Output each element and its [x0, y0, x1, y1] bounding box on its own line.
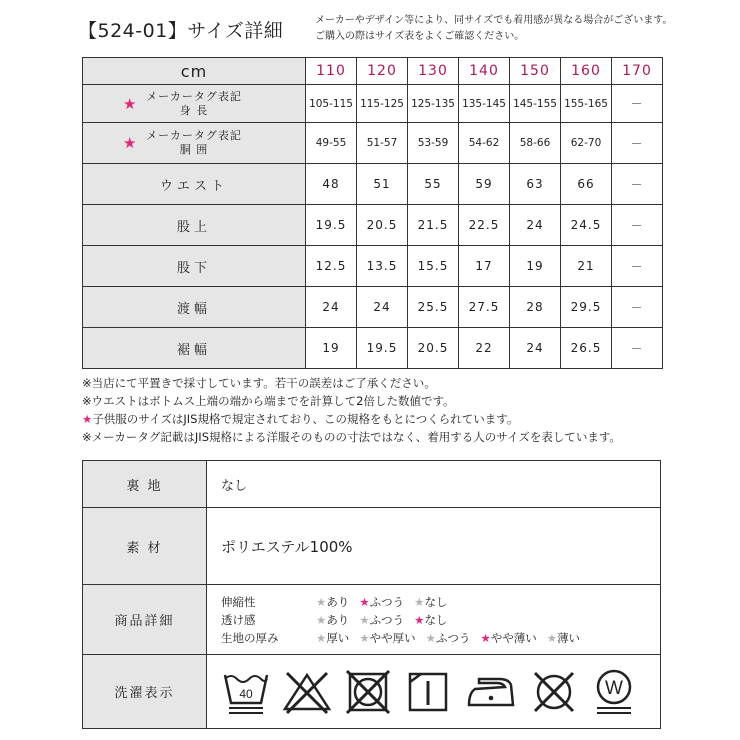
- size-heading: 120: [357, 58, 408, 85]
- table-cell: 19: [306, 328, 357, 369]
- table-cell: 17: [459, 246, 510, 287]
- table-cell: －: [612, 123, 663, 164]
- material-label: 素 材: [83, 508, 207, 585]
- star-icon: ★: [316, 612, 327, 627]
- detail-option: ★ふつう: [359, 594, 405, 609]
- note-line: ※メーカータグ記載はJIS規格による洋服そのものの寸法ではなく、着用する人のサイズを表しています。: [82, 430, 621, 444]
- no-dry-clean-icon: [529, 667, 579, 717]
- table-cell: 48: [306, 164, 357, 205]
- care-label: 洗濯表示: [83, 655, 207, 729]
- table-cell: －: [612, 328, 663, 369]
- iron-low-icon: [463, 667, 519, 717]
- drip-dry-icon: [403, 667, 453, 717]
- details-list: [207, 585, 661, 655]
- table-cell: 13.5: [357, 246, 408, 287]
- table-cell: 135-145: [459, 85, 510, 123]
- star-icon: ★: [82, 412, 93, 426]
- table-cell: 20.5: [357, 205, 408, 246]
- table-cell: 28: [510, 287, 561, 328]
- size-header-row: [83, 58, 663, 85]
- lining-value: なし: [207, 461, 661, 508]
- table-cell: 155-165: [561, 85, 612, 123]
- size-notes: [82, 374, 621, 446]
- size-heading: 150: [510, 58, 561, 85]
- detail-option: ★あり: [316, 612, 350, 627]
- star-icon: ★: [316, 630, 327, 645]
- star-icon: ★: [359, 594, 370, 609]
- spec-table: [82, 460, 661, 729]
- detail-option: ★やや薄い: [480, 630, 537, 645]
- row-label: 渡幅: [83, 287, 306, 328]
- table-cell: 19: [510, 246, 561, 287]
- table-cell: 51: [357, 164, 408, 205]
- svg-text:40: 40: [239, 686, 253, 701]
- table-cell: 145-155: [510, 85, 561, 123]
- star-icon: ★: [359, 630, 370, 645]
- star-icon: ★: [480, 630, 491, 645]
- table-cell: －: [612, 164, 663, 205]
- spec-row-lining: [83, 461, 661, 508]
- size-table: [82, 57, 663, 369]
- table-cell: 105-115: [306, 85, 357, 123]
- table-cell: 15.5: [408, 246, 459, 287]
- detail-row: [221, 629, 660, 647]
- row-label-top: メーカータグ表記: [146, 129, 242, 142]
- table-cell: 125-135: [408, 85, 459, 123]
- table-cell: 25.5: [408, 287, 459, 328]
- table-row: [83, 164, 663, 205]
- detail-row: [221, 593, 660, 611]
- table-cell: 24: [357, 287, 408, 328]
- table-cell: 19.5: [357, 328, 408, 369]
- star-icon: ★: [123, 134, 137, 152]
- page-title: 【524-01】サイズ詳細: [78, 20, 284, 42]
- size-heading: 160: [561, 58, 612, 85]
- table-cell: 12.5: [306, 246, 357, 287]
- table-cell: 22: [459, 328, 510, 369]
- star-icon: ★: [414, 594, 425, 609]
- row-label: 股上: [83, 205, 306, 246]
- material-value: ポリエステル100%: [207, 508, 661, 585]
- table-cell: －: [612, 205, 663, 246]
- table-cell: 49-55: [306, 123, 357, 164]
- table-row: [83, 205, 663, 246]
- row-label: [83, 123, 306, 164]
- no-bleach-icon: [281, 667, 333, 717]
- table-cell: －: [612, 85, 663, 123]
- table-cell: 29.5: [561, 287, 612, 328]
- star-icon: ★: [425, 630, 436, 645]
- table-cell: 62-70: [561, 123, 612, 164]
- star-icon: ★: [414, 612, 425, 627]
- table-cell: 24: [510, 328, 561, 369]
- star-icon: ★: [546, 630, 558, 645]
- unit-label: cm: [83, 58, 306, 85]
- detail-row: [221, 611, 660, 629]
- table-cell: 20.5: [408, 328, 459, 369]
- table-cell: 51-57: [357, 123, 408, 164]
- detail-option: ★あり: [316, 594, 350, 609]
- table-row: [83, 328, 663, 369]
- row-label: ウエスト: [83, 164, 306, 205]
- spec-row-material: [83, 508, 661, 585]
- detail-option: ★なし: [414, 594, 448, 609]
- table-row: [83, 287, 663, 328]
- note-line: ★子供服のサイズはJIS規格で規定されており、この規格をもとにつくられています。: [82, 412, 519, 426]
- header-note: メーカーやデザイン等により、同サイズでも着用感が異なる場合がございます。: [315, 15, 673, 26]
- table-cell: 66: [561, 164, 612, 205]
- table-cell: －: [612, 287, 663, 328]
- row-label: [83, 85, 306, 123]
- table-cell: 115-125: [357, 85, 408, 123]
- table-cell: －: [612, 246, 663, 287]
- table-cell: 24: [306, 287, 357, 328]
- star-icon: ★: [359, 612, 370, 627]
- lining-label: 裏 地: [83, 461, 207, 508]
- table-cell: 59: [459, 164, 510, 205]
- table-row: [83, 246, 663, 287]
- table-cell: 24.5: [561, 205, 612, 246]
- detail-option: ★ふつう: [359, 612, 405, 627]
- wash-40-gentle-icon: [221, 667, 271, 717]
- table-row: [83, 123, 663, 164]
- star-icon: ★: [316, 594, 327, 609]
- size-heading: 170: [612, 58, 663, 85]
- row-label-top: メーカータグ表記: [146, 89, 242, 103]
- table-cell: 24: [510, 205, 561, 246]
- table-cell: 22.5: [459, 205, 510, 246]
- wet-clean-icon: [589, 667, 639, 717]
- row-label: 裾幅: [83, 328, 306, 369]
- detail-option: ★やや厚い: [359, 630, 416, 645]
- note-line: ※当店にて平置きで採寸しています。若干の誤差はご了承ください。: [82, 376, 436, 390]
- spec-row-details: [83, 585, 661, 655]
- table-row: [83, 85, 663, 123]
- detail-option: ★なし: [414, 612, 448, 627]
- header-note: ご購入の際はサイズ表をよくご確認ください。: [315, 31, 525, 42]
- table-cell: 63: [510, 164, 561, 205]
- detail-option: ★ふつう: [425, 630, 471, 645]
- table-cell: 19.5: [306, 205, 357, 246]
- spec-row-care: [83, 655, 661, 729]
- detail-name: 生地の厚み: [221, 630, 279, 645]
- detail-name: 伸縮性: [221, 594, 256, 609]
- table-cell: 21.5: [408, 205, 459, 246]
- row-label-bottom: 胴 囲: [179, 143, 209, 156]
- size-heading: 140: [459, 58, 510, 85]
- care-icons: [207, 655, 661, 729]
- svg-text:W: W: [605, 677, 623, 699]
- table-cell: 55: [408, 164, 459, 205]
- star-icon: ★: [123, 94, 137, 113]
- table-cell: 54-62: [459, 123, 510, 164]
- detail-option: ★厚い: [316, 630, 350, 645]
- row-label-bottom: 身 長: [179, 103, 209, 117]
- note-line: ※ウエストはボトムス上端の端から端までを計算して2倍した数値です。: [82, 394, 455, 408]
- detail-name: 透け感: [221, 612, 256, 627]
- table-cell: 53-59: [408, 123, 459, 164]
- table-cell: 26.5: [561, 328, 612, 369]
- table-cell: 21: [561, 246, 612, 287]
- table-cell: 27.5: [459, 287, 510, 328]
- table-cell: 58-66: [510, 123, 561, 164]
- size-heading: 110: [306, 58, 357, 85]
- row-label: 股下: [83, 246, 306, 287]
- no-tumble-dry-icon: [343, 667, 393, 717]
- size-heading: 130: [408, 58, 459, 85]
- details-label: 商品詳細: [83, 585, 207, 655]
- detail-option: ★薄い: [546, 630, 581, 645]
